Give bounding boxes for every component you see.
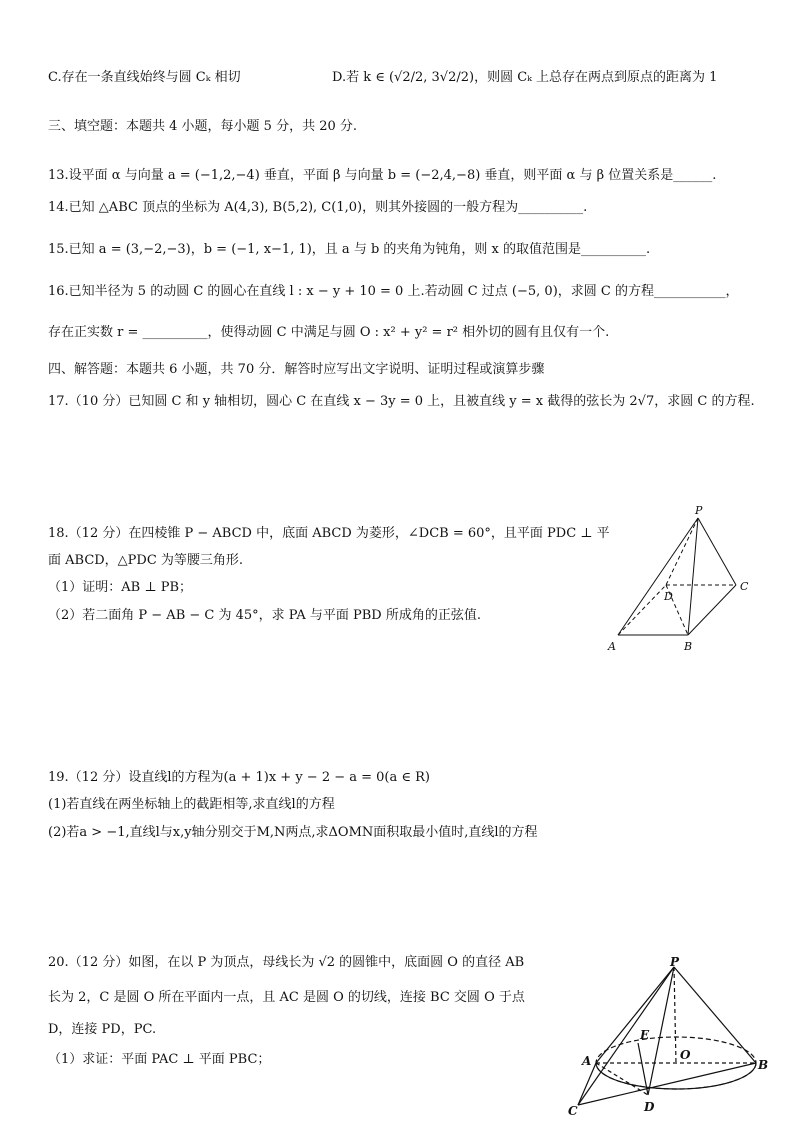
question-18-line-1: 18.（12 分）在四棱锥 P − ABCD 中，底面 ABCD 为菱形，∠DCB = 60°，且平面 PDC ⊥ 平 xyxy=(48,526,610,541)
question-18-part-2: （2）若二面角 P − AB − C 为 45°，求 PA 与平面 PBD 所成角的正弦值. xyxy=(48,608,481,623)
question-15: 15.已知 a = (3,−2,−3)，b = (−1, x−1, 1)，且 a 与 b 的夹角为钝角，则 x 的取值范围是__________. xyxy=(48,242,651,257)
question-19-part-1: (1)若直线在两坐标轴上的截距相等,求直线l的方程 xyxy=(48,797,335,812)
label-d: D xyxy=(664,590,673,603)
question-14: 14.已知 △ABC 顶点的坐标为 A(4,3), B(5,2), C(1,0)，则其外接圆的一般方程为__________. xyxy=(48,200,588,215)
label-a: A xyxy=(608,640,616,653)
section-4-heading: 四、解答题：本题共 6 小题，共 70 分．解答时应写出文字说明、证明过程或演算步骤 xyxy=(48,362,545,377)
label-p: P xyxy=(695,504,703,517)
q12-option-d xyxy=(332,68,717,88)
label-c: C xyxy=(740,580,749,593)
question-17: 17.（10 分）已知圆 C 和 y 轴相切，圆心 C 在直线 x − 3y = 0 上，且被直线 y = x 截得的弦长为 2√7，求圆 C 的方程. xyxy=(48,394,755,409)
question-18-part-1: （1）证明：AB ⊥ PB； xyxy=(48,580,193,595)
question-20-line-1: 20.（12 分）如图，在以 P 为顶点，母线长为 √2 的圆锥中，底面圆 O 的直径 AB xyxy=(48,955,525,970)
label-o: O xyxy=(680,1048,691,1062)
question-20-line-3: D，连接 PD，PC. xyxy=(48,1022,157,1037)
question-19-line-1: 19.（12 分）设直线l的方程为(a + 1)x + y − 2 − a = 0(a ∈ R) xyxy=(48,770,430,785)
label-b: B xyxy=(684,640,693,653)
cone-figure xyxy=(560,955,780,1120)
question-13: 13.设平面 α 与向量 a = (−1,2,−4) 垂直，平面 β 与向量 b = (−2,4,−8) 垂直，则平面 α 与 β 位置关系是______. xyxy=(48,168,717,183)
label-d: D xyxy=(644,1100,655,1114)
question-20-part-1: （1）求证：平面 PAC ⊥ 平面 PBC； xyxy=(48,1052,271,1067)
label-e: E xyxy=(640,1028,650,1042)
question-18-line-2: 面 ABCD，△PDC 为等腰三角形. xyxy=(48,553,244,568)
label-p: P xyxy=(670,955,680,969)
question-20-line-2: 长为 2，C 是圆 O 所在平面内一点，且 AC 是圆 O 的切线，连接 BC 交圆 O 于点 xyxy=(48,990,525,1005)
label-a: A xyxy=(582,1054,592,1068)
q12-option-d-conclusion: ，则圆 Cₖ 上总存在两点到原点的距离为 1 xyxy=(474,70,718,85)
question-16-line-2: 存在正实数 r = __________，使得动圆 C 中满足与圆 O : x² + y² = r² 相外切的圆有且仅有一个. xyxy=(48,325,610,340)
label-b: B xyxy=(758,1058,769,1072)
q12-option-d-condition: D.若 k ∈ (√2/2, 3√2/2) xyxy=(332,70,475,85)
question-16-line-1: 16.已知半径为 5 的动圆 C 的圆心在直线 l : x − y + 10 = 0 上.若动圆 C 过点 (−5, 0)，求圆 C 的方程___________， xyxy=(48,284,739,299)
q12-option-c: C.存在一条直线始终与圆 Cₖ 相切 xyxy=(48,70,241,85)
question-19-part-2: (2)若a > −1,直线l与x,y轴分别交于M,N两点,求ΔOMN面积取最小值时,直线l的方程 xyxy=(48,825,538,840)
pyramid-figure xyxy=(600,500,770,660)
label-c: C xyxy=(568,1104,578,1118)
section-3-heading: 三、填空题：本题共 4 小题，每小题 5 分，共 20 分. xyxy=(48,119,358,134)
